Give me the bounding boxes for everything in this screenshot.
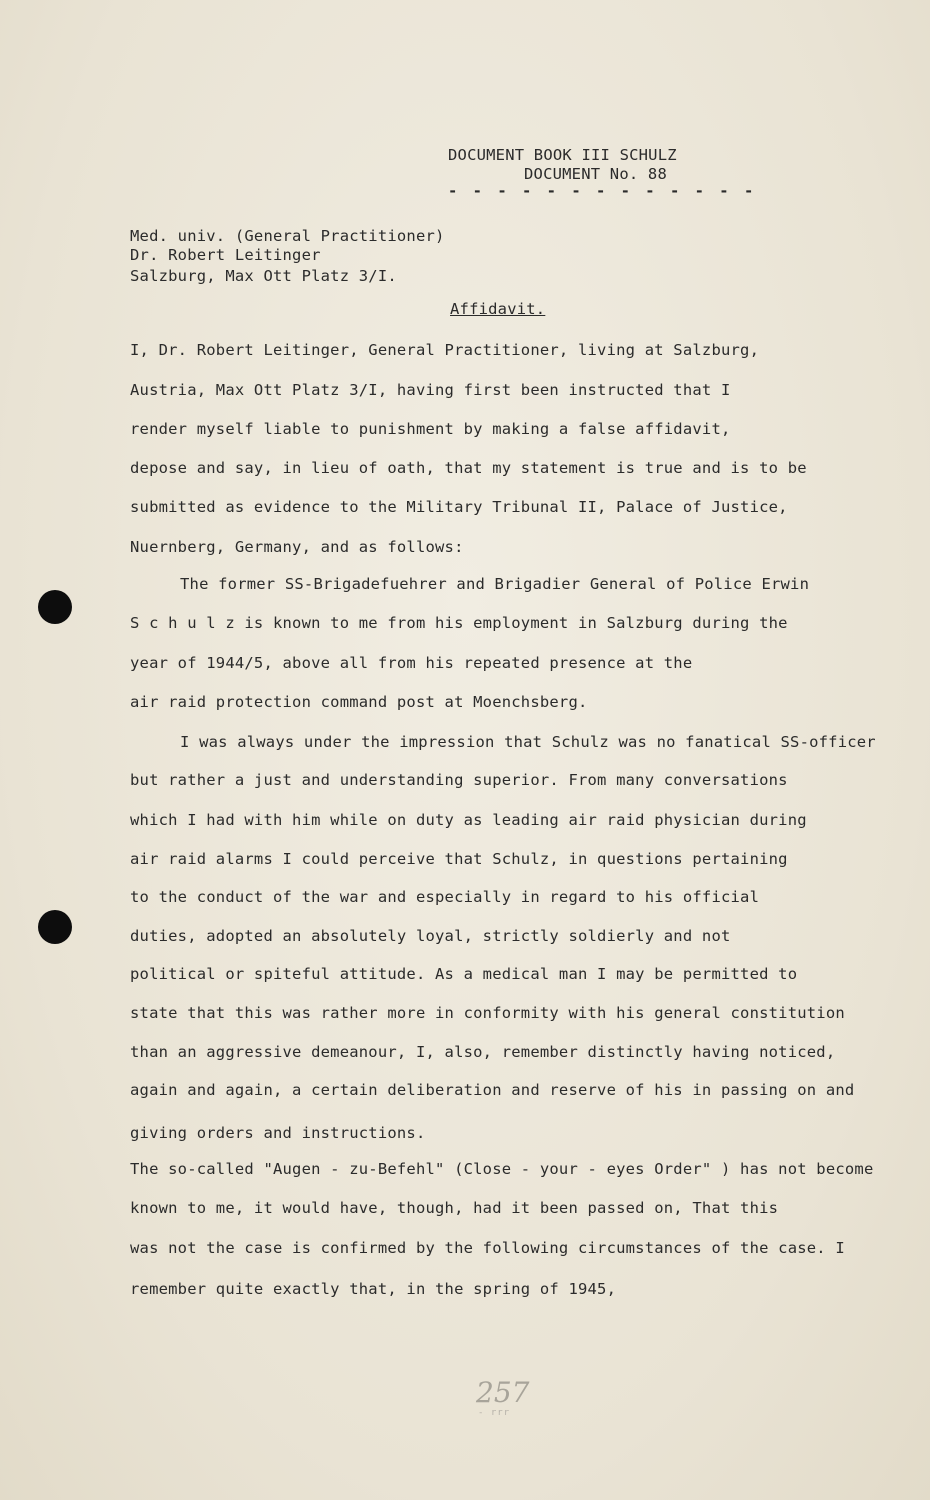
- body-line: air raid alarms I could perceive that Schulz, in questions pertaining: [130, 850, 788, 868]
- body-line: air raid protection command post at Moenchsberg.: [130, 693, 588, 711]
- document-number: DOCUMENT No. 88: [524, 165, 667, 183]
- punch-hole: [38, 590, 72, 624]
- address-line: Dr. Robert Leitinger: [130, 246, 321, 264]
- body-line: Austria, Max Ott Platz 3/I, having first been instructed that I: [130, 381, 731, 399]
- body-line: than an aggressive demeanour, I, also, remember distinctly having noticed,: [130, 1043, 836, 1061]
- page-number-mark: - rrr: [478, 1408, 511, 1418]
- body-line: S c h u l z is known to me from his employment in Salzburg during the: [130, 614, 788, 632]
- body-line: state that this was rather more in conformity with his general constitution: [130, 1004, 845, 1022]
- body-line: The former SS-Brigadefuehrer and Brigadier General of Police Erwin: [180, 575, 810, 593]
- body-line: depose and say, in lieu of oath, that my statement is true and is to be: [130, 459, 807, 477]
- body-line: year of 1944/5, above all from his repeated presence at the: [130, 654, 693, 672]
- body-line: I, Dr. Robert Leitinger, General Practitioner, living at Salzburg,: [130, 341, 760, 359]
- body-line: to the conduct of the war and especially in regard to his official: [130, 888, 760, 906]
- handwritten-page-number: 257: [476, 1376, 530, 1409]
- document-book-header: DOCUMENT BOOK III SCHULZ: [448, 146, 677, 164]
- body-line: render myself liable to punishment by making a false affidavit,: [130, 420, 731, 438]
- body-line: Nuernberg, Germany, and as follows:: [130, 538, 464, 556]
- body-line: was not the case is confirmed by the following circumstances of the case. I: [130, 1239, 845, 1257]
- body-line: political or spiteful attitude. As a medical man I may be permitted to: [130, 965, 798, 983]
- address-line: Med. univ. (General Practitioner): [130, 227, 445, 245]
- body-line: which I had with him while on duty as leading air raid physician during: [130, 811, 807, 829]
- punch-hole: [38, 910, 72, 944]
- body-line: duties, adopted an absolutely loyal, strictly soldierly and not: [130, 927, 731, 945]
- body-line: The so-called "Augen - zu-Befehl" (Close - your - eyes Order" ) has not become: [130, 1160, 874, 1178]
- body-line: again and again, a certain deliberation and reserve of his in passing on and: [130, 1081, 855, 1099]
- body-line: but rather a just and understanding superior. From many conversations: [130, 771, 788, 789]
- body-line: I was always under the impression that Schulz was no fanatical SS-officer: [180, 733, 876, 751]
- body-line: giving orders and instructions.: [130, 1124, 426, 1142]
- header-rule: - - - - - - - - - - - - -: [448, 182, 757, 200]
- body-line: submitted as evidence to the Military Tribunal II, Palace of Justice,: [130, 498, 788, 516]
- body-line: remember quite exactly that, in the spring of 1945,: [130, 1280, 617, 1298]
- address-line: Salzburg, Max Ott Platz 3/I.: [130, 267, 397, 285]
- body-line: known to me, it would have, though, had it been passed on, That this: [130, 1199, 779, 1217]
- affidavit-title: Affidavit.: [450, 300, 546, 318]
